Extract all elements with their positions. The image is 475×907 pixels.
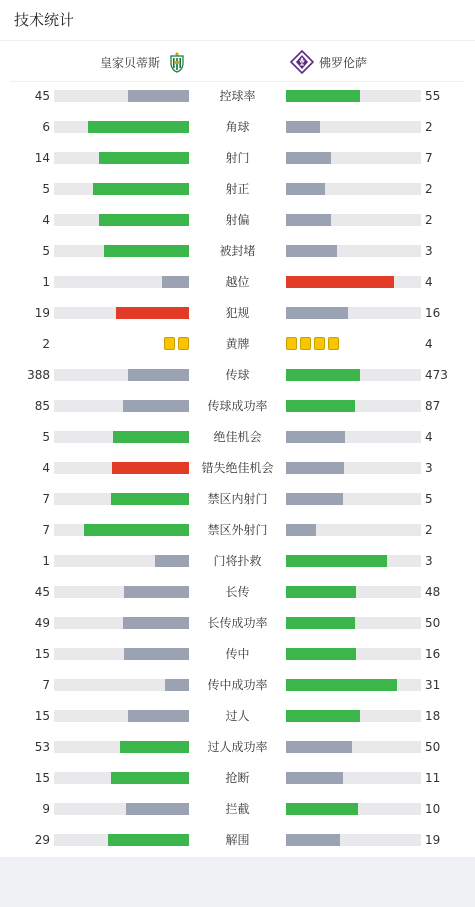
home-bar-fill: [99, 214, 189, 226]
away-bar-track: [286, 586, 421, 598]
away-bar-track: [286, 214, 421, 226]
away-bar-track: [286, 462, 421, 474]
home-bar-fill: [116, 307, 189, 319]
divider: [10, 81, 465, 82]
away-value: 2: [425, 182, 433, 196]
stat-row-shots-inside-box: [0, 489, 475, 509]
away-value: 48: [425, 585, 441, 599]
away-bar-fill: [286, 834, 340, 846]
away-bar-track: [286, 307, 421, 319]
home-value: 1: [42, 275, 50, 289]
stat-label: 绝佳机会: [213, 430, 262, 444]
stat-label: 过人: [225, 709, 250, 723]
away-bar-track: [286, 679, 421, 691]
away-bar-track: [286, 741, 421, 753]
away-bar-track: [286, 245, 421, 257]
stat-label: 拦截: [225, 802, 250, 816]
yellow-card-icon: [286, 337, 297, 350]
home-value: 6: [42, 120, 50, 134]
teams-header: [0, 41, 475, 81]
away-value: 19: [425, 833, 441, 847]
away-bar-track: [286, 400, 421, 412]
home-bar-track: [54, 462, 189, 474]
home-value: 5: [42, 244, 50, 258]
home-value: 53: [34, 740, 50, 754]
stat-label: 射偏: [225, 213, 250, 227]
stat-row-pass-accuracy: [0, 396, 475, 416]
stat-label: 过人成功率: [207, 740, 268, 754]
away-bar-track: [286, 183, 421, 195]
away-bar-fill: [286, 431, 345, 443]
away-value: 50: [425, 740, 441, 754]
stat-row-tackles: [0, 768, 475, 788]
home-value: 15: [34, 647, 50, 661]
away-bar-fill: [286, 245, 337, 257]
stat-row-crosses: [0, 644, 475, 664]
home-bar-track: [54, 369, 189, 381]
home-bar-track: [54, 121, 189, 133]
yellow-card-icon: [300, 337, 311, 350]
home-bar-track: [54, 245, 189, 257]
stat-label: 错失绝佳机会: [201, 461, 274, 475]
stat-label: 传中成功率: [207, 678, 268, 692]
away-yellow-cards: [286, 337, 339, 350]
stat-row-interceptions: [0, 799, 475, 819]
home-bar-fill: [93, 183, 189, 195]
away-value: 3: [425, 554, 433, 568]
away-value: 5: [425, 492, 433, 506]
stat-row-corners: [0, 117, 475, 137]
home-value: 15: [34, 709, 50, 723]
home-value: 45: [34, 585, 50, 599]
away-bar-track: [286, 803, 421, 815]
home-bar-fill: [104, 245, 189, 257]
away-bar-fill: [286, 307, 348, 319]
home-bar-track: [54, 307, 189, 319]
away-value: 11: [425, 771, 441, 785]
home-bar-track: [54, 214, 189, 226]
home-bar-fill: [165, 679, 189, 691]
away-bar-track: [286, 493, 421, 505]
home-value: 15: [34, 771, 50, 785]
stat-row-shots-outside-box: [0, 520, 475, 540]
away-bar-fill: [286, 648, 356, 660]
away-bar-fill: [286, 710, 360, 722]
home-bar-fill: [124, 648, 189, 660]
stat-row-yellow-cards: [0, 334, 475, 354]
away-value: 16: [425, 306, 441, 320]
stat-row-dribbles: [0, 706, 475, 726]
home-bar-track: [54, 152, 189, 164]
stat-label: 射正: [225, 182, 250, 196]
stat-label: 角球: [225, 120, 250, 134]
stat-label: 解围: [225, 833, 250, 847]
home-bar-fill: [128, 369, 189, 381]
home-bar-track: [54, 679, 189, 691]
home-bar-track: [54, 648, 189, 660]
away-bar-fill: [286, 617, 355, 629]
stat-label: 门将扑救: [213, 554, 262, 568]
away-bar-fill: [286, 121, 320, 133]
stat-row-big-chances: [0, 427, 475, 447]
home-yellow-cards: [164, 337, 189, 350]
stat-row-possession: [0, 86, 475, 106]
stat-row-long-balls: [0, 582, 475, 602]
away-value: 87: [425, 399, 441, 413]
stat-label: 射门: [225, 151, 250, 165]
away-value: 10: [425, 802, 441, 816]
home-value: 5: [42, 430, 50, 444]
home-bar-track: [54, 183, 189, 195]
home-value: 9: [42, 802, 50, 816]
home-bar-track: [54, 555, 189, 567]
home-bar-fill: [99, 152, 189, 164]
away-bar-track: [286, 121, 421, 133]
away-value: 50: [425, 616, 441, 630]
stat-label: 被封堵: [219, 244, 256, 258]
away-bar-track: [286, 834, 421, 846]
home-bar-track: [54, 772, 189, 784]
stat-row-offsides: [0, 272, 475, 292]
away-bar-fill: [286, 90, 360, 102]
stat-row-goalkeeper-saves: [0, 551, 475, 571]
stat-label: 传球成功率: [207, 399, 268, 413]
home-bar-fill: [128, 90, 189, 102]
home-value: 4: [42, 461, 50, 475]
stat-label: 犯规: [225, 306, 250, 320]
home-value: 388: [27, 368, 50, 382]
home-value: 7: [42, 523, 50, 537]
away-bar-track: [286, 710, 421, 722]
home-value: 49: [34, 616, 50, 630]
away-bar-track: [286, 152, 421, 164]
home-bar-track: [54, 493, 189, 505]
stat-label: 长传: [225, 585, 250, 599]
away-bar-track: [286, 772, 421, 784]
home-bar-track: [54, 90, 189, 102]
away-bar-fill: [286, 462, 344, 474]
stat-label: 长传成功率: [207, 616, 268, 630]
away-bar-fill: [286, 741, 352, 753]
away-bar-fill: [286, 400, 355, 412]
away-bar-track: [286, 524, 421, 536]
home-bar-fill: [112, 462, 189, 474]
away-value: 7: [425, 151, 433, 165]
away-bar-fill: [286, 183, 325, 195]
home-value: 2: [42, 337, 50, 351]
away-value: 55: [425, 89, 441, 103]
away-value: 2: [425, 523, 433, 537]
away-value: 4: [425, 430, 433, 444]
real-betis-crest-icon: [165, 50, 189, 74]
stat-row-long-ball-accuracy: [0, 613, 475, 633]
away-team[interactable]: [290, 50, 367, 74]
away-value: 31: [425, 678, 441, 692]
away-value: 2: [425, 213, 433, 227]
home-value: 14: [34, 151, 50, 165]
home-bar-fill: [88, 121, 189, 133]
home-bar-fill: [126, 803, 189, 815]
home-value: 19: [34, 306, 50, 320]
yellow-card-icon: [328, 337, 339, 350]
stat-row-shots: [0, 148, 475, 168]
home-bar-fill: [162, 276, 189, 288]
away-value: 4: [425, 337, 433, 351]
home-bar-track: [54, 803, 189, 815]
away-bar-fill: [286, 369, 360, 381]
home-bar-track: [54, 586, 189, 598]
home-bar-track: [54, 400, 189, 412]
away-team-name: 佛罗伦萨: [319, 55, 368, 70]
away-bar-fill: [286, 152, 331, 164]
home-bar-track: [54, 276, 189, 288]
home-bar-fill: [111, 493, 189, 505]
home-value: 4: [42, 213, 50, 227]
home-bar-fill: [123, 617, 189, 629]
stat-label: 禁区外射门: [207, 523, 268, 537]
stat-row-shots-on-target: [0, 179, 475, 199]
home-bar-fill: [113, 431, 189, 443]
home-bar-fill: [123, 400, 189, 412]
home-bar-fill: [111, 772, 189, 784]
home-bar-track: [54, 834, 189, 846]
away-bar-fill: [286, 555, 387, 567]
home-bar-track: [54, 431, 189, 443]
stat-row-shots-off-target: [0, 210, 475, 230]
home-value: 7: [42, 492, 50, 506]
home-bar-fill: [128, 710, 189, 722]
stat-label: 控球率: [219, 89, 256, 103]
stat-row-clearances: [0, 830, 475, 850]
fiorentina-crest-icon: [290, 50, 314, 74]
home-value: 29: [34, 833, 50, 847]
away-bar-track: [286, 90, 421, 102]
away-bar-fill: [286, 586, 356, 598]
stat-row-dribble-success-rate: [0, 737, 475, 757]
away-bar-track: [286, 617, 421, 629]
away-bar-fill: [286, 276, 394, 288]
away-bar-fill: [286, 524, 316, 536]
away-value: 3: [425, 461, 433, 475]
away-bar-fill: [286, 772, 343, 784]
yellow-card-icon: [178, 337, 189, 350]
yellow-card-icon: [314, 337, 325, 350]
away-bar-fill: [286, 493, 343, 505]
stat-label: 传球: [225, 368, 250, 382]
stat-label: 传中: [225, 647, 250, 661]
away-value: 473: [425, 368, 448, 382]
stat-row-passes: [0, 365, 475, 385]
away-bar-fill: [286, 679, 397, 691]
home-bar-fill: [84, 524, 189, 536]
home-team[interactable]: [100, 50, 189, 74]
home-bar-fill: [155, 555, 189, 567]
away-value: 18: [425, 709, 441, 723]
away-value: 2: [425, 120, 433, 134]
home-bar-track: [54, 524, 189, 536]
away-bar-fill: [286, 214, 331, 226]
stat-row-fouls: [0, 303, 475, 323]
home-bar-fill: [108, 834, 189, 846]
away-value: 4: [425, 275, 433, 289]
stat-row-big-chances-missed: [0, 458, 475, 478]
home-value: 7: [42, 678, 50, 692]
home-bar-fill: [124, 586, 189, 598]
home-value: 5: [42, 182, 50, 196]
stat-row-blocked-shots: [0, 241, 475, 261]
away-bar-track: [286, 648, 421, 660]
away-bar-fill: [286, 803, 358, 815]
away-bar-track: [286, 369, 421, 381]
stat-label: 禁区内射门: [207, 492, 268, 506]
away-bar-track: [286, 431, 421, 443]
away-bar-track: [286, 276, 421, 288]
stat-row-cross-accuracy: [0, 675, 475, 695]
home-value: 45: [34, 89, 50, 103]
away-bar-track: [286, 555, 421, 567]
page-title: 技术统计: [14, 11, 75, 29]
yellow-card-icon: [164, 337, 175, 350]
home-value: 1: [42, 554, 50, 568]
away-value: 3: [425, 244, 433, 258]
home-team-name: 皇家贝蒂斯: [99, 55, 160, 70]
home-bar-track: [54, 710, 189, 722]
away-value: 16: [425, 647, 441, 661]
stat-label: 越位: [225, 275, 250, 289]
stat-label: 抢断: [225, 771, 250, 785]
home-value: 85: [34, 399, 50, 413]
home-bar-fill: [120, 741, 189, 753]
home-bar-track: [54, 617, 189, 629]
home-bar-track: [54, 741, 189, 753]
stat-label: 黄牌: [225, 337, 250, 351]
